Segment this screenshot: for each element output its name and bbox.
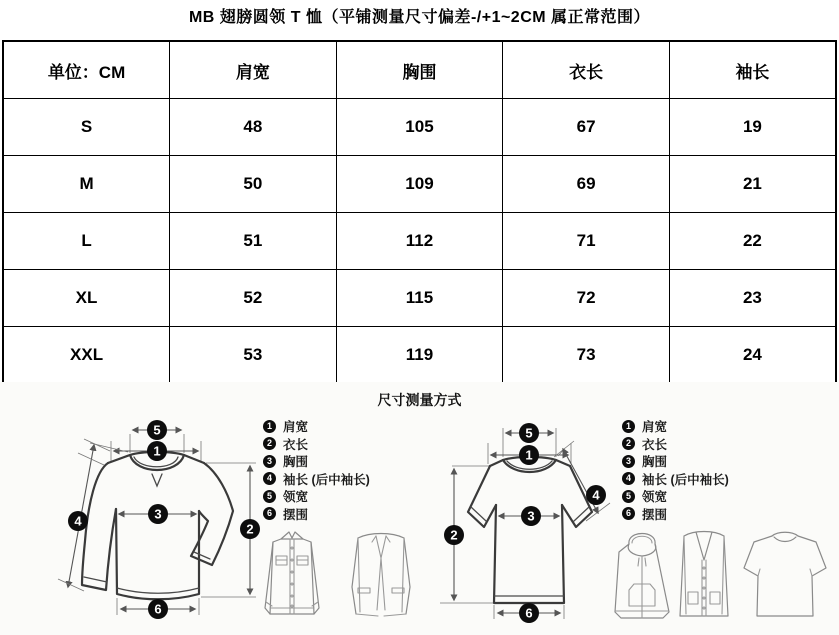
legend-label: 胸围 (642, 455, 668, 469)
marker-chest (148, 504, 168, 524)
legend-item (263, 489, 370, 503)
svg-text:2: 2 (246, 521, 254, 537)
cardigan-icon (680, 532, 728, 617)
marker-shoulder-width (519, 445, 539, 465)
legend-label: 领宽 (642, 490, 668, 504)
size-label: XL (3, 270, 170, 327)
cell-value: 115 (336, 270, 503, 327)
col-header-sleeve: 袖长 (669, 41, 836, 99)
legend-item (263, 437, 370, 451)
cell-value: 21 (669, 156, 836, 213)
cell-value: 22 (669, 213, 836, 270)
table-row (3, 213, 836, 270)
cell-value: 19 (669, 99, 836, 156)
svg-text:6: 6 (154, 601, 162, 617)
svg-text:3: 3 (154, 506, 162, 522)
legend-label: 肩宽 (283, 420, 309, 434)
cell-value: 24 (669, 327, 836, 385)
tee-icon (744, 532, 826, 616)
legend-item (263, 419, 370, 433)
legend-number-badge: 4 (622, 472, 635, 485)
legend-number-badge: 3 (622, 455, 635, 468)
marker-garment-length (444, 525, 464, 545)
col-header-unit: 单位：CM (3, 41, 170, 99)
svg-text:1: 1 (153, 443, 161, 459)
cell-value: 50 (170, 156, 337, 213)
cell-value: 112 (336, 213, 503, 270)
svg-text:4: 4 (74, 513, 82, 529)
legend-number-badge: 6 (622, 507, 635, 520)
cell-value: 51 (170, 213, 337, 270)
legend-number-badge: 3 (263, 455, 276, 468)
cell-value: 23 (669, 270, 836, 327)
cell-value: 105 (336, 99, 503, 156)
cell-value: 72 (503, 270, 670, 327)
svg-text:4: 4 (592, 487, 600, 503)
table-row (3, 270, 836, 327)
marker-neck-width (519, 423, 539, 443)
svg-text:2: 2 (450, 527, 458, 543)
legend-number-badge: 6 (263, 507, 276, 520)
legend-label: 胸围 (283, 455, 309, 469)
table-header-row (3, 41, 836, 99)
legend-item (263, 472, 370, 486)
legend-label: 领宽 (283, 490, 309, 504)
long-sleeve-shirt-measure-diagram-icon (38, 411, 273, 633)
legend-label: 肩宽 (642, 420, 668, 434)
page-title: MB 翅膀圆领 T 恤（平铺测量尺寸偏差-/+1~2CM 属正常范围） (188, 9, 651, 26)
svg-text:6: 6 (525, 605, 533, 621)
svg-text:5: 5 (153, 422, 161, 438)
cell-value: 69 (503, 156, 670, 213)
cell-value: 109 (336, 156, 503, 213)
cell-value: 71 (503, 213, 670, 270)
measure-legend-left (263, 419, 370, 521)
legend-item (622, 472, 729, 486)
legend-number-badge: 1 (622, 420, 635, 433)
legend-item (622, 437, 729, 451)
thumbnail-group-left (256, 520, 421, 632)
size-label: XXL (3, 327, 170, 385)
marker-neck-width (147, 420, 167, 440)
col-header-shoulder: 肩宽 (170, 41, 337, 99)
legend-label: 衣长 (642, 437, 668, 452)
col-header-chest: 胸围 (336, 41, 503, 99)
legend-label: 袖长 (后中袖长) (283, 472, 370, 487)
legend-number-badge: 1 (263, 420, 276, 433)
marker-shoulder-width (147, 441, 167, 461)
size-table (2, 40, 837, 385)
legend-label: 衣长 (283, 437, 309, 452)
legend-label: 摆围 (283, 507, 309, 522)
cell-value: 53 (170, 327, 337, 385)
table-row (3, 99, 836, 156)
legend-number-badge: 5 (622, 490, 635, 503)
marker-chest (521, 506, 541, 526)
legend-number-badge: 5 (263, 490, 276, 503)
svg-text:5: 5 (525, 425, 533, 441)
size-label: L (3, 213, 170, 270)
legend-number-badge: 2 (622, 437, 635, 450)
legend-number-badge: 2 (263, 437, 276, 450)
marker-sleeve-length (68, 511, 88, 531)
legend-item (263, 507, 370, 521)
marker-hem-width (148, 599, 168, 619)
legend-number-badge: 4 (263, 472, 276, 485)
marker-hem-width (519, 603, 539, 623)
legend-item (622, 419, 729, 433)
measurement-section-title: 尺寸测量方式 (377, 392, 462, 408)
legend-item (622, 454, 729, 468)
svg-text:1: 1 (525, 447, 533, 463)
legend-item (622, 489, 729, 503)
size-label: S (3, 99, 170, 156)
thumbnail-group-right (606, 520, 834, 632)
legend-label: 袖长 (后中袖长) (642, 472, 729, 487)
cell-value: 52 (170, 270, 337, 327)
table-row (3, 327, 836, 385)
col-header-length: 衣长 (503, 41, 670, 99)
legend-item (263, 454, 370, 468)
blazer-icon (352, 534, 410, 617)
marker-sleeve-length (586, 485, 606, 505)
cell-value: 67 (503, 99, 670, 156)
cell-value: 73 (503, 327, 670, 385)
hoodie-icon (615, 534, 669, 619)
cell-value: 119 (336, 327, 503, 385)
legend-item (622, 507, 729, 521)
svg-text:3: 3 (527, 508, 535, 524)
size-label: M (3, 156, 170, 213)
cell-value: 48 (170, 99, 337, 156)
measure-legend-right (622, 419, 729, 521)
table-row (3, 156, 836, 213)
denim-jacket-icon (265, 532, 319, 614)
measurement-section (0, 382, 839, 635)
legend-label: 摆围 (642, 507, 668, 522)
